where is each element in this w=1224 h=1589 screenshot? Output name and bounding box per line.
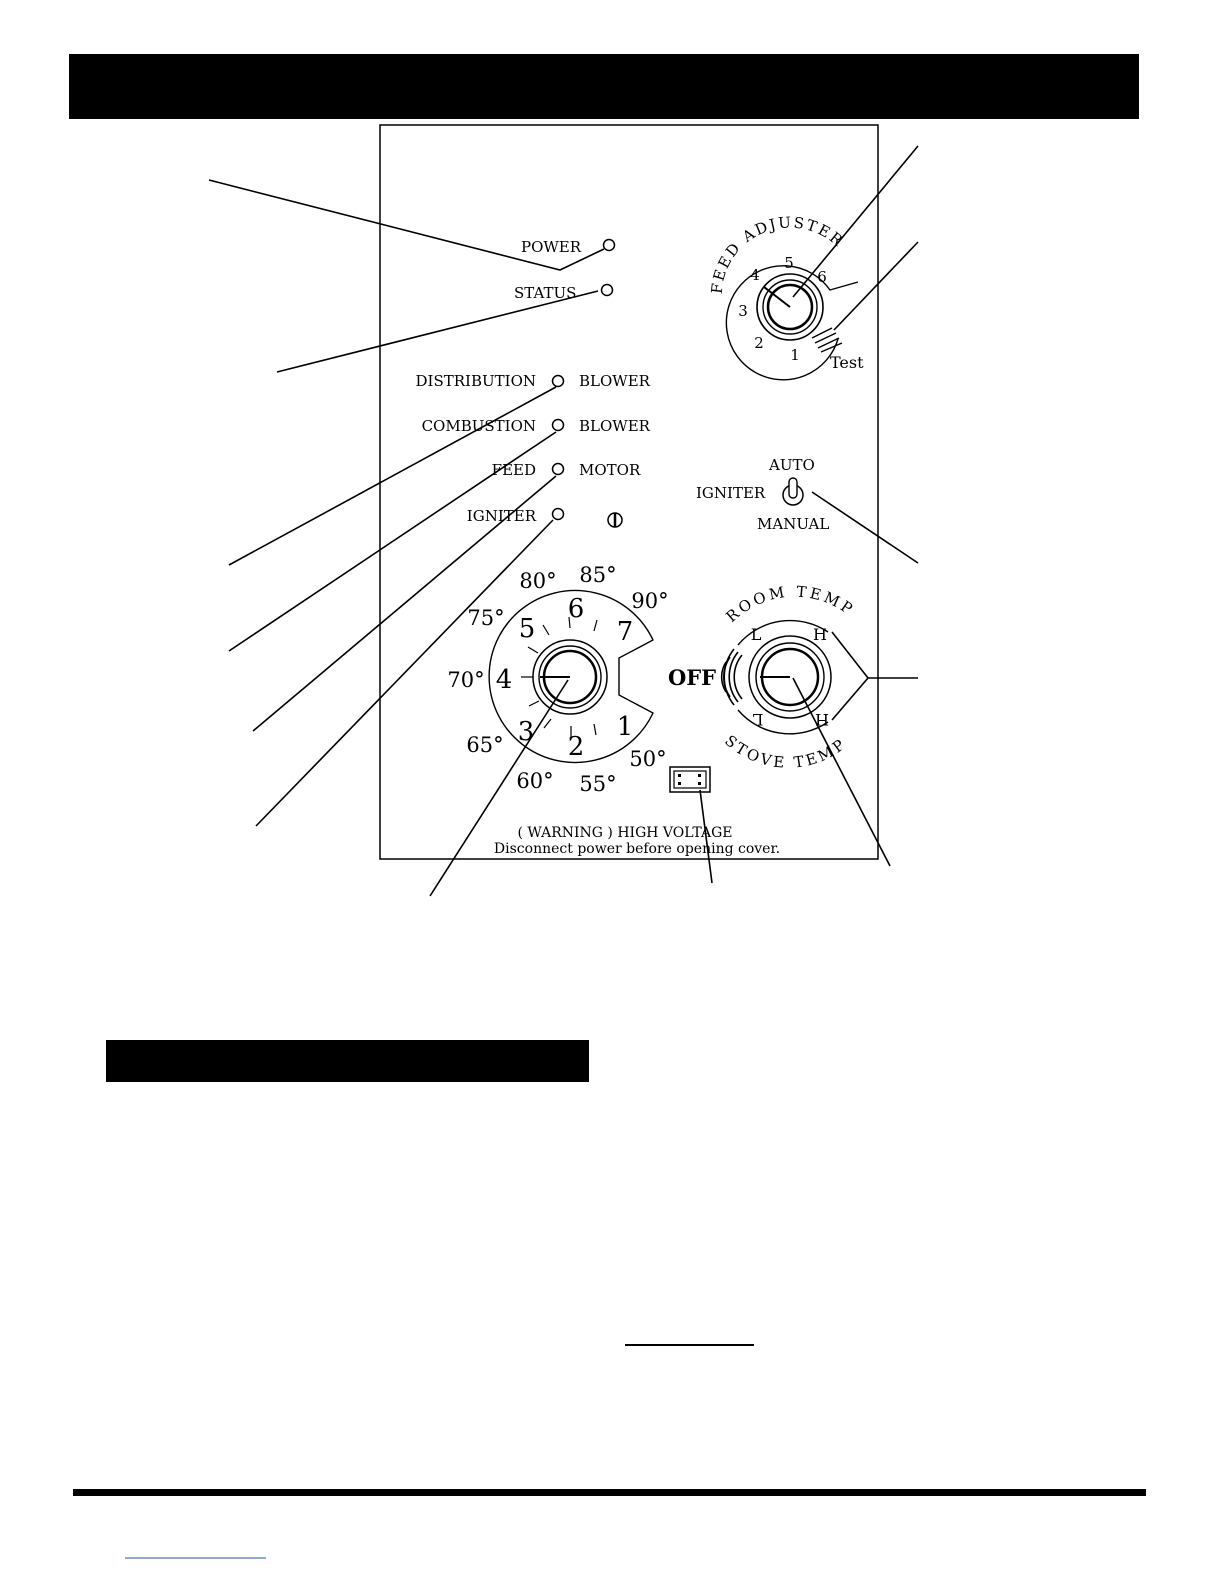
igniter-led (553, 509, 564, 520)
mode-dial[interactable] (668, 583, 858, 772)
connector-port-icon (670, 767, 710, 792)
room-temp-label: ROOM TEMP (722, 582, 859, 626)
thermostat-number-3: 3 (517, 717, 535, 747)
thermostat-number-6: 6 (567, 594, 585, 624)
test-label: Test (830, 353, 864, 372)
combustion-blower-label: BLOWER (579, 417, 650, 435)
screw-icon (608, 513, 622, 527)
igniter-label: IGNITER (466, 507, 536, 525)
stove-high-label: H (815, 710, 829, 729)
temp-50: 50° (629, 747, 667, 771)
header-bar (69, 54, 1139, 119)
feed-number-6: 6 (817, 268, 827, 286)
temp-60: 60° (516, 769, 554, 793)
temp-55: 55° (579, 772, 617, 796)
igniter-switch-label: IGNITER (696, 484, 766, 502)
status-led (602, 285, 613, 296)
stove-temp-label: STOVE TEMP (721, 731, 851, 772)
thermostat-number-7: 7 (616, 617, 634, 647)
thermostat-dial[interactable] (447, 563, 668, 796)
thermostat-number-4: 4 (495, 665, 513, 695)
off-arc-icon (722, 649, 742, 705)
temp-65: 65° (466, 733, 504, 757)
status-label: STATUS (514, 284, 577, 302)
warning-line-2: Disconnect power before opening cover. (493, 841, 781, 857)
feed-motor-label: MOTOR (579, 461, 641, 479)
auto-label: AUTO (769, 456, 815, 474)
distribution-blower-led (553, 376, 564, 387)
thermostat-number-2: 2 (567, 732, 585, 762)
temp-75: 75° (467, 606, 505, 630)
feed-number-4: 4 (750, 266, 760, 284)
feed-label: FEED (491, 461, 536, 479)
thermostat-number-1: 1 (616, 712, 634, 742)
distribution-label: DISTRIBUTION (415, 372, 536, 390)
feed-number-5: 5 (784, 254, 794, 272)
power-led (604, 240, 615, 251)
distribution-blower-label: BLOWER (579, 372, 650, 390)
temp-90: 90° (631, 589, 669, 613)
combustion-label: COMBUSTION (421, 417, 536, 435)
power-label: POWER (521, 238, 582, 256)
footer-rule (73, 1489, 1146, 1496)
room-high-label: H (813, 625, 827, 644)
off-label: OFF (667, 665, 717, 690)
feed-motor-led (553, 464, 564, 475)
temp-70: 70° (447, 668, 485, 692)
room-low-label: L (750, 625, 762, 644)
temp-85: 85° (579, 563, 617, 587)
thermostat-number-5: 5 (518, 614, 536, 644)
feed-number-3: 3 (738, 302, 748, 320)
temp-80: 80° (519, 569, 557, 593)
stove-low-label: L (752, 710, 764, 729)
section-heading-bar (106, 1040, 589, 1082)
feed-adjuster-title: FEED ADJUSTER (707, 213, 848, 295)
warning-line-1: ( WARNING ) HIGH VOLTAGE (517, 825, 733, 841)
igniter-toggle-switch[interactable] (783, 478, 803, 505)
feed-number-2: 2 (754, 334, 764, 352)
combustion-blower-led (553, 420, 564, 431)
manual-label: MANUAL (757, 515, 830, 533)
feed-number-1: 1 (790, 346, 800, 364)
